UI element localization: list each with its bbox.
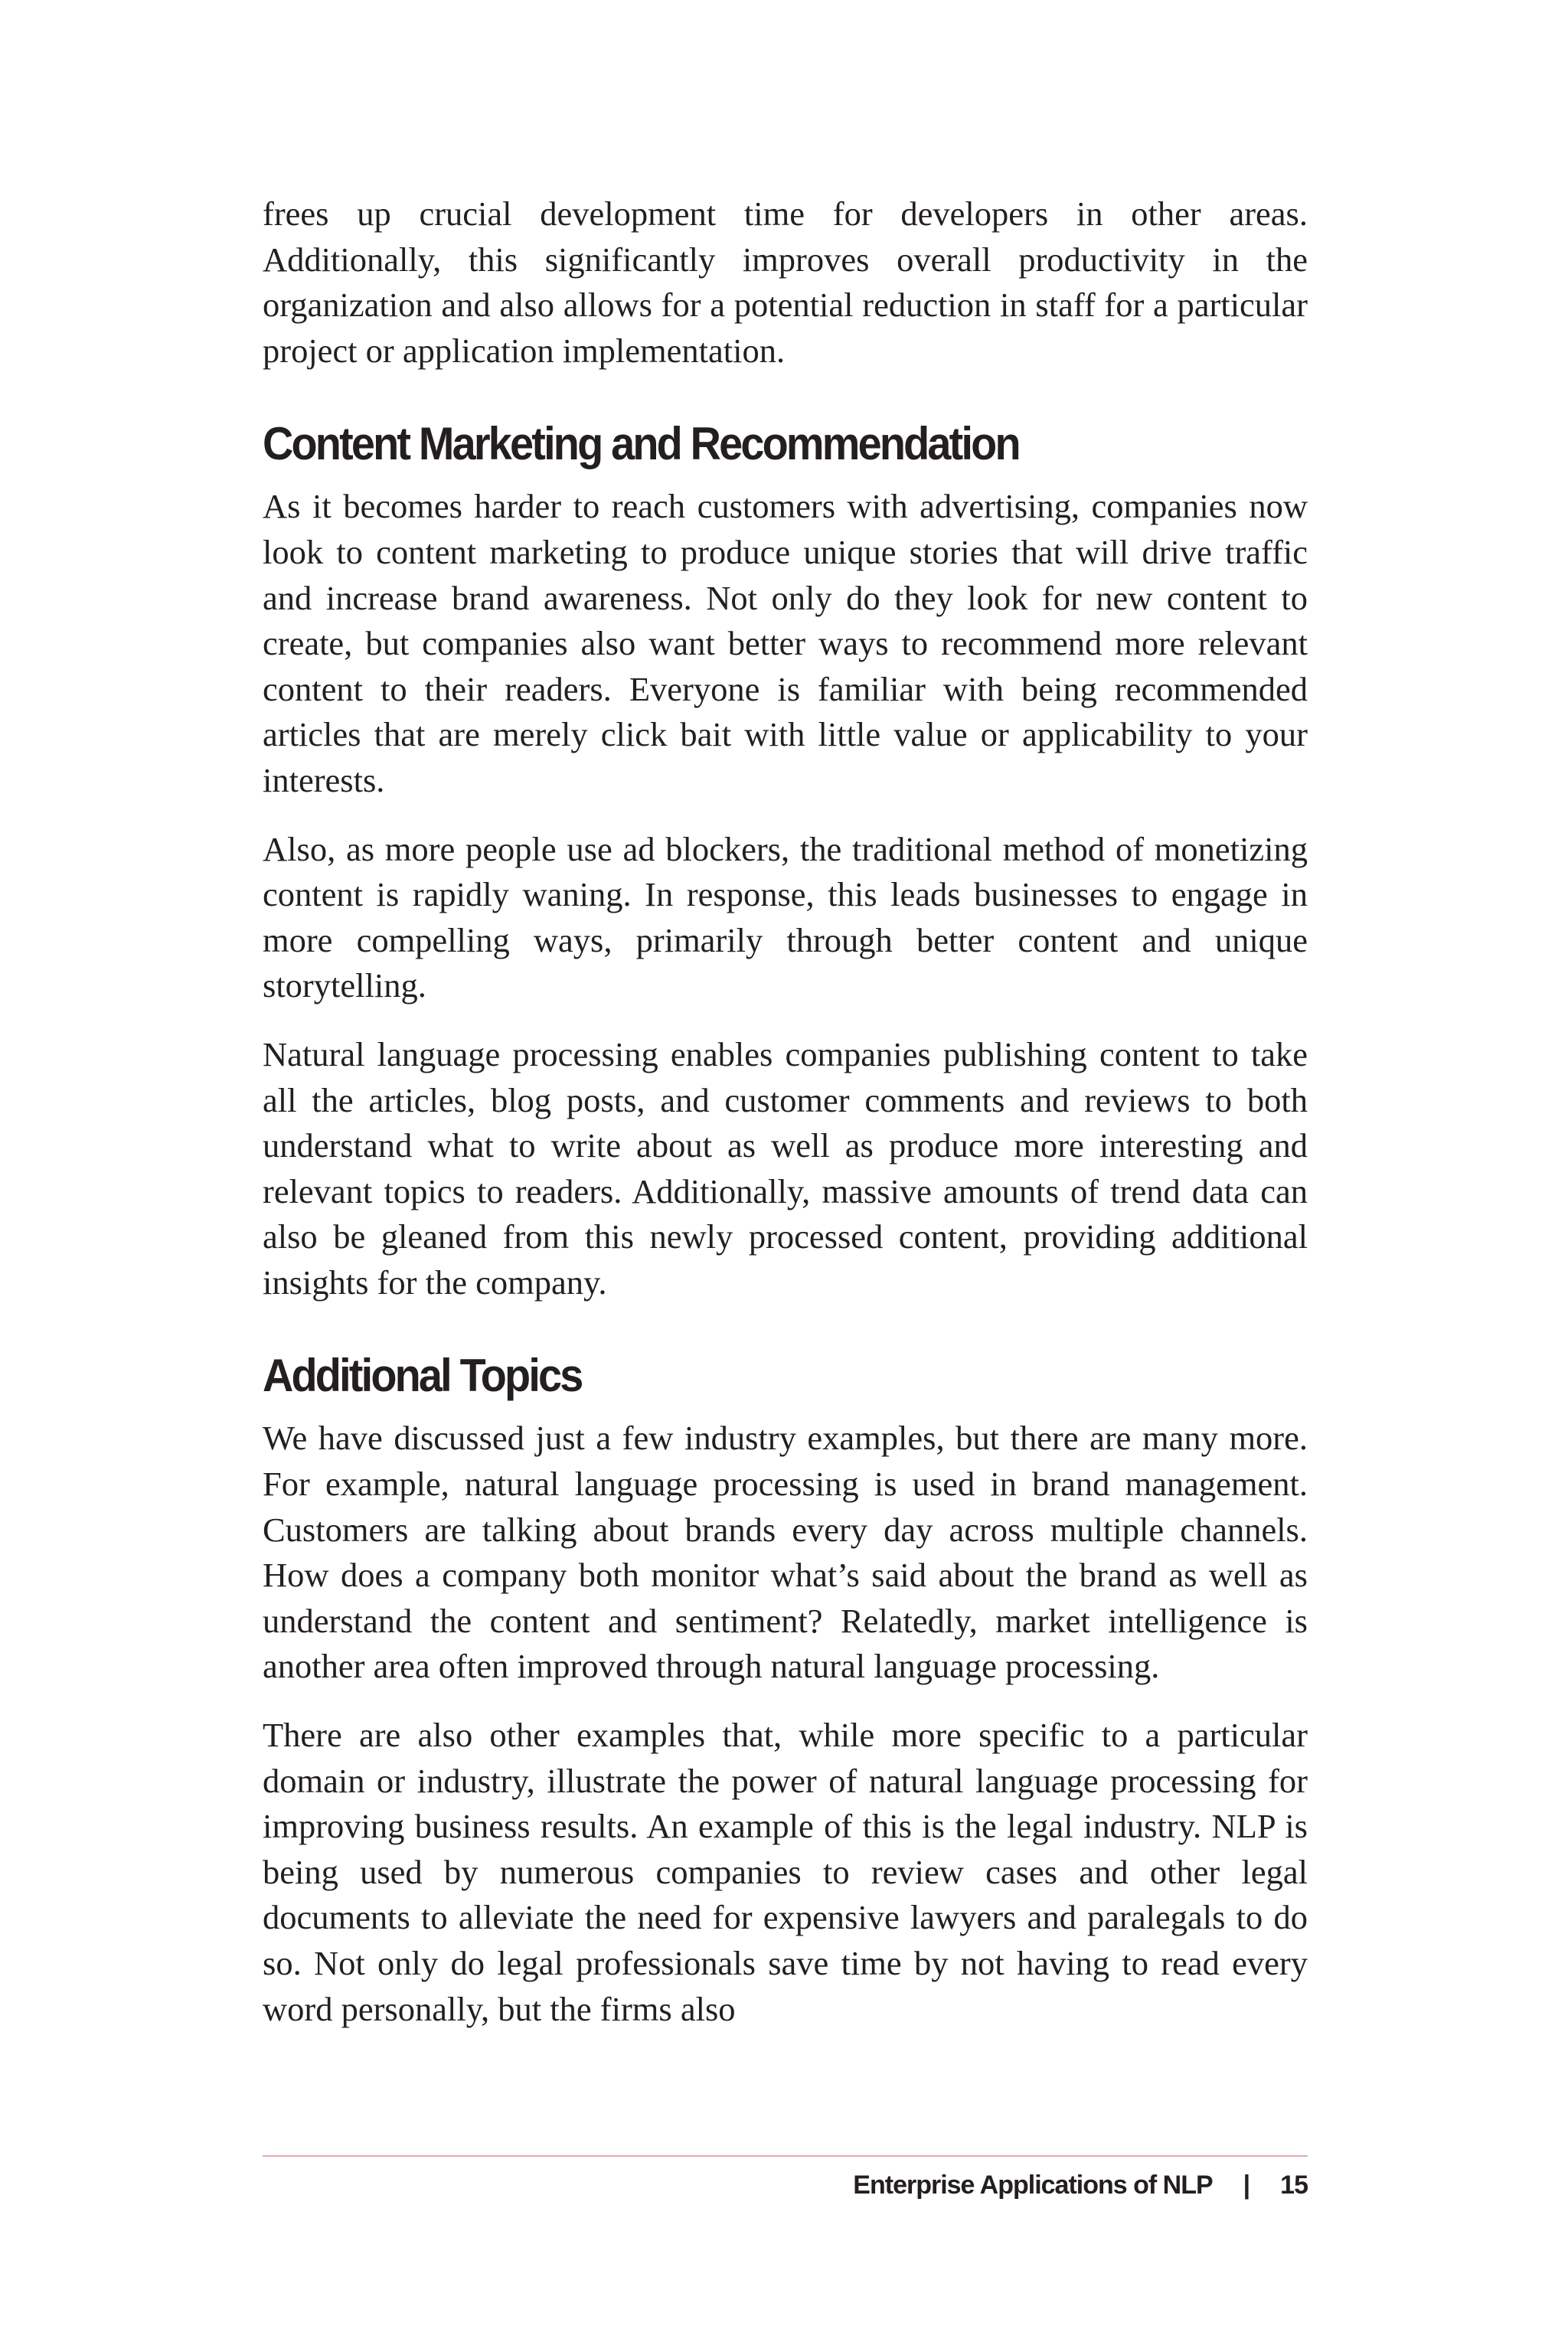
page-number: 15	[1280, 2171, 1308, 2200]
footer-separator: |	[1243, 2171, 1250, 2200]
content-marketing-paragraph-2: Also, as more people use ad blockers, the traditional method of monetizing content is rapidly waning. In response, this leads businesses to engage in more compelling ways, primarily through better content and unique storytelling.	[263, 829, 1308, 1005]
additional-topics-paragraph-1: We have discussed just a few industry examples, but there are many more. For example, natural language processing is used in brand management. Customers are talking about brands every day across multiple channels. How does a company both monitor what’s said about the brand as well as understand the content and sentiment? Relatedly, market intelligence is another area often improved through natural language processing.	[263, 1419, 1308, 1686]
page-body	[263, 191, 1308, 2055]
intro-paragraph: frees up crucial development time for developers in other areas. Additionally, this significantly improves overall productivity in the organization and also allows for a potential reduction in staff for a particular project or application implementation.	[263, 194, 1308, 370]
page-footer	[853, 2168, 1308, 2202]
section-heading-content-marketing: Content Marketing and Recommendation	[263, 418, 1019, 470]
content-marketing-paragraph-1: As it becomes harder to reach customers with advertising, companies now look to content marketing to produce unique stories that will drive traffic and increase brand awareness. Not only do they look for new content to create, but companies also want better ways to recommend more relevant content to their readers. Everyone is familiar with being recommended articles that are merely click bait with little value or applicability to your interests.	[263, 487, 1308, 799]
additional-topics-paragraph-2: There are also other examples that, while more specific to a particular domain or industry, illustrate the power of natural language processing for improving business results. An example of this is the legal industry. NLP is being used by numerous companies to review cases and other legal documents to alleviate the need for expensive lawyers and paralegals to do so. Not only do legal professionals save time by not having to read every word personally, but the firms also	[263, 1716, 1308, 2028]
footer-chapter-title: Enterprise Applications of NLP	[853, 2171, 1213, 2200]
footer-divider	[263, 2155, 1308, 2157]
section-heading-additional-topics: Additional Topics	[263, 1350, 582, 1402]
content-marketing-paragraph-3: Natural language processing enables companies publishing content to take all the articles, blog posts, and customer comments and reviews to both understand what to write about as well as produce more interesting and relevant topics to readers. Additionally, massive amounts of trend data can also be gleaned from this newly processed content, providing additional insights for the company.	[263, 1034, 1308, 1302]
